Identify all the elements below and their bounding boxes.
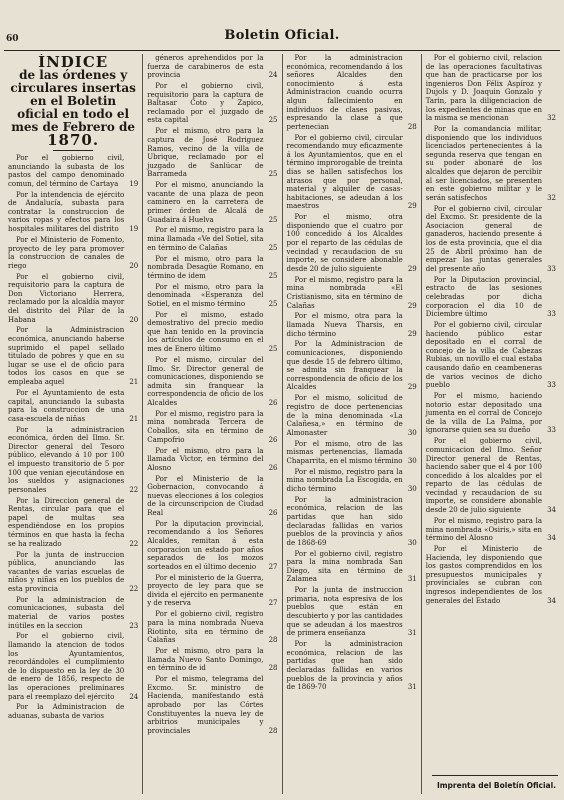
entry-text: Por la junta de instruccion primaria, nota espresiva de los pueblos que están en descubierto y por las cantidades que se adeudan á los maestros de primera enseñanza <box>286 586 403 638</box>
index-entry <box>8 236 138 270</box>
column-2-entries <box>147 54 277 735</box>
index-entry <box>426 321 556 390</box>
index-entry <box>147 181 277 224</box>
entry-text: Por la Administracion de aduanas, subasta de varios <box>8 703 125 721</box>
index-entry <box>287 640 417 692</box>
entry-text: Por el gobierno civil, relacion de las operaciones facultativas que han de practicarse por los ingenieros Don Félix Aspíroz y Dujols y D. Joaquin Gonzalo y Tarin, para la diligenciacion de los expedientes de minas que en la misma se mencionan <box>425 54 542 123</box>
index-entry <box>8 326 138 386</box>
index-entry <box>147 356 277 408</box>
entry-page-number: 25 <box>268 116 278 125</box>
entry-text: Por el mismo, registro para la mina nombrada La Escogida, en dicho término <box>286 467 403 493</box>
index-year: 1870. <box>47 131 100 149</box>
page-number: 60 <box>6 34 19 44</box>
entry-text: Por el gobierno civil, anunciando la subasta de los pastos del campo denominado comun, del término de Cartaya <box>8 154 125 188</box>
entry-text: Por el mismo, otro para la llamada Victor, en término del Alosno <box>147 446 264 472</box>
entry-page-number: 24 <box>268 71 278 80</box>
entry-page-number: 27 <box>268 562 278 571</box>
entry-text: Por el mismo, registro para la mina nombrada «El Cristianismo, sita en término de Calañas <box>286 275 403 310</box>
entry-page-number: 21 <box>129 378 139 387</box>
entry-text: Por la intendencia de ejército de Andalucía, subasta para contratar la construccion de varios ropas y efectos para los hospitales militares del distrito <box>8 190 125 234</box>
column-4-entries <box>426 54 556 605</box>
index-entry <box>8 273 138 325</box>
entry-text: Por la Administracion de comunicaciones, disponiendo que desde 15 de febrero último, se admita sin franquear la correspondencia de oficio de los Alcaldes <box>286 340 403 392</box>
index-entry <box>147 255 277 281</box>
index-entry <box>147 520 277 572</box>
entry-text: Por el mismo, telegrama del Excmo. Sr. ministro de Hacienda, manifestando está aprobado por las Córtes Constituyentes la nueva ley de arbitrios municipales y provinciales <box>147 675 264 735</box>
entry-text: Por el gobierno civil, circular recomendando muy eficazmente á los Ayuntamientos, que en el término improrogable de treinta dias se hallen satisfechos los atrasos que por personal, material y alquiler de casas-habitaciones, se adeudan á los maestros <box>286 133 403 211</box>
entry-page-number: 26 <box>268 508 278 517</box>
column-1-entries <box>8 154 138 721</box>
index-entry <box>426 54 556 123</box>
entry-page-number: 28 <box>407 122 417 131</box>
entry-page-number: 29 <box>407 202 417 211</box>
entry-page-number: 25 <box>268 243 278 252</box>
entry-page-number: 26 <box>268 463 278 472</box>
index-entry <box>287 54 417 131</box>
entry-page-number: 19 <box>129 179 139 188</box>
entry-page-number: 22 <box>129 539 139 548</box>
index-entry <box>426 437 556 514</box>
entry-text: géneros aprehendidos por la fuerza de carabineros de esta provincia <box>147 54 264 80</box>
index-entry <box>287 586 417 638</box>
index-entry <box>8 426 138 495</box>
entry-text: Por el gobierno civil, circular del Excmo. Sr. presidente de la Asociacion general de ganaderos, haciendo presente á los de esta provincia, que el dia 25 de Abril próximo han de empezar las juntas generales del presente año <box>425 204 542 273</box>
header-rule <box>4 50 560 51</box>
entry-page-number: 29 <box>407 264 417 273</box>
index-entry <box>287 468 417 494</box>
page-header: Boletin Oficial. <box>224 28 340 43</box>
index-entry <box>147 82 277 125</box>
title-rule <box>53 150 93 151</box>
entry-page-number: 30 <box>407 484 417 493</box>
index-entry <box>287 440 417 466</box>
entry-page-number: 33 <box>547 381 556 390</box>
imprint-rule <box>432 775 558 776</box>
entry-text: Por el mismo, circular del Ilmo. Sr. Director general de comunicaciones, disponiendo se admita sin franquear la correspondencia de oficio de los Alcaldes <box>147 355 264 407</box>
index-entry <box>426 545 556 605</box>
entry-page-number: 26 <box>268 435 278 444</box>
entry-page-number: 28 <box>268 726 278 735</box>
index-entry <box>147 610 277 644</box>
index-entry <box>8 551 138 594</box>
entry-page-number: 25 <box>268 170 278 179</box>
entry-page-number: 32 <box>547 193 556 202</box>
entry-text: Por el mismo, otro para la denominada «Esperanza del Sotiel, en el mismo término <box>147 282 264 308</box>
entry-page-number: 21 <box>129 414 139 423</box>
entry-text: Por la administracion económica, relacion de las partidas que han sido declaradas fallidas en varios pueblos de la provincia y años de 1869-70 <box>286 640 403 692</box>
entry-page-number: 34 <box>547 506 556 515</box>
entry-page-number: 31 <box>407 683 417 692</box>
index-entry <box>426 517 556 543</box>
index-entry <box>147 574 277 608</box>
column-4 <box>422 54 560 794</box>
entry-text: Por el gobierno civil, llamando la atencion de todos los Ayuntamientos, recordándoles el cumplimiento de lo dispuesto en la ley de 30 de enero de 1856, respecto de las operaciones preliminares para el reemplazo del ejército <box>8 632 125 701</box>
entry-text: Por la administracion económica, recomendando á los señores Alcaldes den conocimiento á esta Administracion cuando ocurra algun fallecimiento en individuos de clases pasivas, espresando la clase á que pertenecian <box>286 54 403 131</box>
imprint: Imprenta del Boletín Oficial. <box>436 781 556 790</box>
index-entry <box>8 703 138 720</box>
entry-text: Por la administracion económica, relacion de las partidas que han sido declaradas fallidas en varios pueblos de la provincia y años de 1868-69 <box>286 495 403 547</box>
entry-text: Por el Ministerio de Hacienda, ley disponiendo que los gastos comprendidos en los presupuestos municipales y provinciales se cubran con ingresos independientes de los generales del Estado <box>425 545 542 605</box>
index-entry <box>147 447 277 473</box>
entry-text: Por el gobierno civil, registro para la mina nombrada San Diego, sita en término de Zalamea <box>286 549 403 584</box>
entry-text: Por el mismo, estado demostrativo del precio medio que han tenido en la provincia los artículos de consumo en el mes de Enero último <box>147 310 264 354</box>
index-entry <box>426 392 556 435</box>
index-entry <box>147 54 277 80</box>
index-entry <box>147 675 277 735</box>
columns-container <box>4 54 560 794</box>
entry-text: Por el gobierno civil, requisitorio para la captura de Don Victoriano Herrera, reclamado por la alcaldía mayor del distrito del Pilar de la Habana <box>8 272 125 324</box>
entry-page-number: 28 <box>268 636 278 645</box>
entry-page-number: 23 <box>129 621 139 630</box>
entry-text: Por la junta de instruccion pública, anunciando las vacantes de varias escuelas de niños y niñas en los pueblos de esta provincia <box>8 550 125 593</box>
entry-text: Por el Ministerio de Fomento, proyecto de ley para promover la construccion de canales de riego <box>8 235 125 270</box>
index-entry <box>426 205 556 274</box>
column-3 <box>283 54 422 794</box>
entry-page-number: 28 <box>268 664 278 673</box>
index-entry <box>147 127 277 179</box>
entry-text: Por el mismo, solicitud de registro de doce pertenencias de la mina denominada «La Calañesa,» en término de Almonaster <box>286 394 403 437</box>
entry-page-number: 34 <box>547 534 556 543</box>
index-entry <box>147 475 277 518</box>
entry-text: Por el mismo, otro para la llamada Nuevo Santo Domingo, en término de id <box>147 647 264 673</box>
entry-text: Por la administracion de comunicaciones, subasta del material de varios postes inútiles en la seccion <box>8 595 125 630</box>
index-title <box>8 56 138 147</box>
index-entry <box>8 497 138 549</box>
index-entry <box>287 213 417 273</box>
entry-text: Por el mismo, otra disponiendo que el cuatro por 100 concedido á los Alcaldes por el reparto de las cédulas de vecindad y recaudacion de su importe, se considere abonable desde 20 de julio siguiente <box>286 213 403 273</box>
entry-page-number: 33 <box>547 264 556 273</box>
entry-text: Por el mismo, registro para la mina nombrada Tercera de Coballos, sita en término de Campofrio <box>147 409 264 444</box>
entry-text: Por la administracion económica, órden del Ilmo. Sr. Director general del Tesoro público, elevando á 10 por 100 el impuesto transitorio de 5 por 100 que venian ejecutándose en los sueldos y asignaciones personales <box>8 425 125 494</box>
index-entry <box>147 410 277 444</box>
index-entry <box>8 389 138 423</box>
entry-text: Por el mismo, otro de las mismas pertenencias, llamada Chaparrita, en el mismo término <box>286 439 403 465</box>
entry-page-number: 29 <box>407 301 417 310</box>
index-heading: ÍNDICE <box>38 54 109 71</box>
entry-text: Por el gobierno civil, registro para la mina nombrada Nueva Riotinto, sita en término de Calañas <box>147 610 264 645</box>
entry-text: Por el Ayuntamiento de esta capital, anunciando la subasta para la construccion de una casa-escuela de niñas <box>8 388 125 423</box>
entry-page-number: 19 <box>129 225 139 234</box>
index-entry <box>8 596 138 630</box>
entry-page-number: 29 <box>407 383 417 392</box>
entry-page-number: 30 <box>407 456 417 465</box>
column-3-entries <box>287 54 417 692</box>
entry-page-number: 24 <box>129 692 139 701</box>
entry-page-number: 20 <box>129 315 139 324</box>
entry-page-number: 34 <box>547 596 556 605</box>
entry-page-number: 26 <box>268 398 278 407</box>
entry-page-number: 30 <box>407 538 417 547</box>
entry-text: Por la Diputacion provincial, estracto de las sesiones celebradas por dicha corporacion el dia 10 de Diciembre último <box>425 275 542 319</box>
entry-page-number: 33 <box>547 426 556 435</box>
entry-text: Por el Ministerio de la Gobernacion, convocando á nuevas elecciones á los colegios de la circunscripcion de Ciudad Real <box>147 474 264 517</box>
entry-text: Por el mismo, anunciando la vacante de una plaza de peon caminero en la carretera de primer órden de Alcalá de Guadaira á Huelva <box>147 181 264 224</box>
entry-text: Por la Direccion general de Rentas, circular para que el papel de multas sea espendiéndose en los propios términos en que hasta la fecha se ha realizado <box>8 496 125 548</box>
index-entry <box>426 276 556 319</box>
entry-page-number: 22 <box>129 584 139 593</box>
index-entry <box>287 496 417 548</box>
entry-text: Por el gobierno civil, circular haciendo público estar depositado en el corral de concejo de la villa de Cabezas Rubias, un novillo el cual estaba causando daño en ceambeneras de varios vecinos de dicho pueblo <box>425 321 542 390</box>
entry-page-number: 31 <box>407 575 417 584</box>
entry-page-number: 25 <box>268 299 278 308</box>
column-2 <box>143 54 282 794</box>
index-entry <box>147 647 277 673</box>
entry-text: Por el mismo, otra para la llamada Nueva Tharsis, en dicho término <box>286 312 403 338</box>
index-subheading: de las órdenes y circulares insertas en el Boletin oficial en todo el mes de Febrero de <box>10 68 136 134</box>
index-entry <box>287 340 417 392</box>
entry-text: Por la diputacion provincial, recomendando á los Señores Alcaldes, remitan á esta corporacion un estado por años separados de los mozos sorteados en el último decenio <box>147 519 264 571</box>
entry-text: Por el gobierno civil, comunicacion del Ilmo. Señor Director general de Rentas, haciendo saber que el 4 por 100 concedido á los alcaldes por el reparto de las cédulas de vecindad y recaudacion de su importe, se considere abonable desde 20 de julio siguiente <box>425 437 542 515</box>
entry-page-number: 30 <box>407 428 417 437</box>
entry-text: Por el mismo, otro para la nombrada Desagüe Romano, en término de idem <box>147 254 264 280</box>
entry-text: Por la comandancia militar, disponiendo que los individuos licenciados pertenecientes á la segunda reserva que tengan en su poder abonaré de los alcaldes que dejaron de percibir al ser licenciados, se presenten en este gobierno militar y le serán satisfechos <box>425 125 542 202</box>
index-entry <box>147 283 277 309</box>
entry-text: Por el mismo, otro para la captura de José Rodriguez Ramos, vecino de la villa de Ubrique, reclamado por el juzgado de Sanlúcar de Barrameda <box>147 127 264 179</box>
entry-page-number: 27 <box>268 599 278 608</box>
entry-page-number: 25 <box>268 271 278 280</box>
entry-page-number: 31 <box>407 629 417 638</box>
entry-page-number: 20 <box>129 261 139 270</box>
column-1 <box>4 54 143 794</box>
index-entry <box>147 311 277 354</box>
index-entry <box>287 134 417 211</box>
entry-text: Por el mismo, haciendo notorio estar depositado una jumenta en el corral de Concejo de la villa de La Palma, por ignorarse quien sea su dueño <box>425 392 542 435</box>
index-entry <box>426 125 556 202</box>
entry-page-number: 29 <box>407 329 417 338</box>
entry-page-number: 22 <box>129 485 139 494</box>
entry-page-number: 25 <box>268 215 278 224</box>
entry-page-number: 32 <box>547 114 556 123</box>
index-entry <box>147 226 277 252</box>
index-entry <box>8 632 138 701</box>
entry-text: Por el mismo, registro para la mina nombrada «Osiris,» sita en término del Alosno <box>425 516 542 543</box>
entry-page-number: 25 <box>268 345 278 354</box>
index-entry <box>287 312 417 338</box>
entry-text: Por el gobierno civil, requisitorio para la captura de Baltasar Coto y Zapico, reclamado por el juzgado de esta capital <box>147 82 264 125</box>
entry-text: Por el ministerio de la Guerra, proyecto de ley para que se divida el ejército en permanente y de reserva <box>147 573 264 608</box>
index-entry <box>287 550 417 584</box>
entry-text: Por la Administracion económica, anunciando haberse suprimido el papel sellado titulado de pobres y que en su lugar se use el de oficio para todos los casos en que se empleaba aquel <box>8 326 125 387</box>
entry-text: Por el mismo, registro para la mina llamada «Ve del Sotiel, sita en término de Calañas <box>147 226 264 252</box>
index-entry <box>287 276 417 310</box>
index-entry <box>8 154 138 188</box>
entry-page-number: 33 <box>547 310 556 319</box>
index-entry <box>287 394 417 437</box>
index-entry <box>8 191 138 234</box>
